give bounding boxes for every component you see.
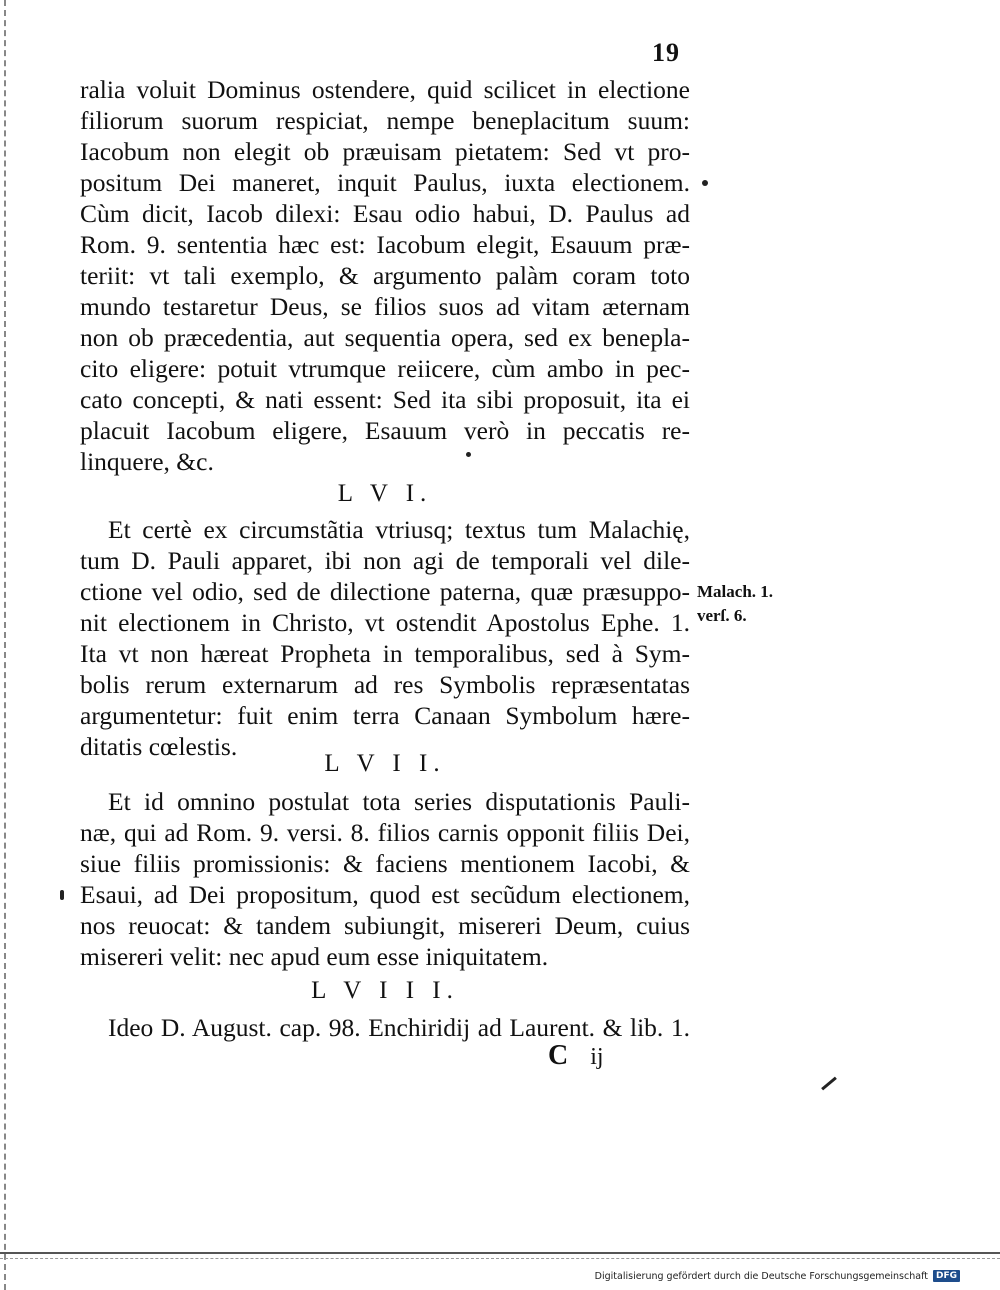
- text-line: siue filiis promissionis: & faciens mentionem Iacobi, &: [80, 849, 690, 878]
- text-line: Esaui, ad Dei propositum, quod est secũdum electionem,: [80, 880, 690, 909]
- digitization-footer: [595, 1270, 960, 1282]
- margin-note: verſ. 6.: [697, 606, 747, 625]
- text-line: Et certè ex circumstãtia vtriusq; textus tum Malachię,: [108, 515, 690, 544]
- text-line: ralia voluit Dominus ostendere, quid scilicet in electione: [80, 75, 690, 104]
- text-line: ditatis cœlestis.: [80, 732, 238, 761]
- text-line: placuit Iacobum eligere, Esauum verò in peccatis re-: [80, 416, 690, 445]
- text-line: nos reuocat: & tandem subiungit, misereri Deum, cuius: [80, 911, 690, 940]
- text-line: filiorum suorum respiciat, nempe beneplacitum suum:: [80, 106, 690, 135]
- text-line: cito eligere: potuit vtrumque reiicere, cùm ambo in pec-: [80, 354, 690, 383]
- scan-speck: [466, 452, 471, 457]
- scan-speck: [60, 890, 64, 900]
- text-line: non ob præcedentia, aut sequentia opera, sed ex benepla-: [80, 323, 690, 352]
- text-line: tum D. Pauli apparet, ibi non agi de temporali vel dile-: [80, 546, 690, 575]
- scan-bottom-edge: [0, 1252, 1000, 1254]
- text-line: næ, qui ad Rom. 9. versi. 8. filios carnis opponit filiis Dei,: [80, 818, 690, 847]
- scan-bottom-edge: [0, 1258, 1000, 1259]
- dfg-logo-icon: DFG: [933, 1270, 960, 1282]
- signature-number: ij: [590, 1044, 604, 1070]
- text-line: Ideo D. August. cap. 98. Enchiridij ad Laurent. & lib. 1.: [108, 1013, 690, 1042]
- text-line: Ita vt non hæreat Propheta in temporalibus, sed à Sym-: [80, 639, 690, 668]
- text-line: ctione vel odio, sed de dilectione paterna, quæ præsuppo-: [80, 577, 690, 606]
- text-line: teriit: vt tali exemplo, & argumento palàm coram toto: [80, 261, 690, 290]
- signature-mark: [548, 1040, 604, 1072]
- margin-note: Malach. 1.: [697, 582, 774, 601]
- text-line: Iacobum non elegit ob præuisam pietatem: Sed vt pro-: [80, 137, 690, 166]
- text-line: positum Dei maneret, inquit Paulus, iuxta electionem.: [80, 168, 690, 197]
- text-line: mundo testaretur Deus, se filios suos ad vitam æternam: [80, 292, 690, 321]
- text-line: nit electionem in Christo, vt ostendit Apostolus Ephe. 1.: [80, 608, 690, 637]
- scan-speck: [821, 1077, 837, 1091]
- text-line: Rom. 9. sententia hæc est: Iacobum elegit, Esauum præ-: [80, 230, 690, 259]
- section-heading-lviii: L V I I I.: [311, 977, 459, 1004]
- section-heading-lvi: L V I.: [337, 480, 433, 507]
- text-line: argumentetur: fuit enim terra Canaan Symbolum hære-: [80, 701, 690, 730]
- text-line: linquere, &c.: [80, 447, 214, 476]
- text-line: Et id omnino postulat tota series disputationis Pauli-: [108, 787, 690, 816]
- section-heading-lvii: L V I I.: [324, 750, 446, 777]
- footer-text: Digitalisierung gefördert durch die Deutsche Forschungsgemeinschaft: [594, 1270, 928, 1282]
- scan-speck: [702, 180, 708, 186]
- text-line: Cùm dicit, Iacob dilexi: Esau odio habui, D. Paulus ad: [80, 199, 690, 228]
- text-line: bolis rerum externarum ad res Symbolis repræsentatas: [80, 670, 690, 699]
- text-line: cato concepti, & nati essent: Sed ita sibi proposuit, ita ei: [80, 385, 690, 414]
- page-number: 19: [652, 38, 680, 67]
- scan-left-edge: [4, 0, 14, 1290]
- signature-letter: C: [548, 1040, 569, 1071]
- text-line: misereri velit: nec apud eum esse iniquitatem.: [80, 942, 549, 971]
